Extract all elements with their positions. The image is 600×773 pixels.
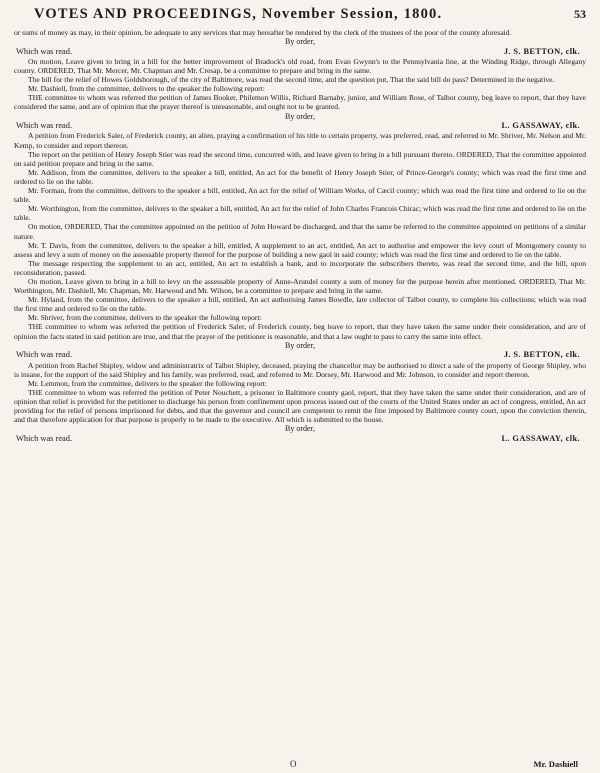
proceeding-paragraph: or sums of money as may, in their opinion, be adequate to any services that may hereafter be rendered by the clerk of the trustees of the poor of the county aforesaid. (14, 28, 512, 37)
clerk-signature: L. GASSAWAY, clk. (501, 433, 580, 443)
proceeding-paragraph: Mr. Addison, from the committee, delivers to the speaker a bill, entitled, An act for the benefit of Henry Joseph Stier, of Prince-George's county; which was read the first time and ordered to lie on the table. (14, 167, 586, 186)
by-order-line: By order, (285, 111, 315, 121)
proceeding-paragraph: Mr. Forman, from the committee, delivers to the speaker a bill, entitled, An act for the relief of William Works, of Cæcil county; which was read the first time and ordered to lie on the table. (14, 186, 586, 205)
proceeding-paragraph: THE committee to whom was referred the petition of Frederick Saler, of Frederick county, beg leave to report, that they have taken the same under their consideration, and are of opinion the facts stated in said petition are true, and that the prayer of the petitioner is reasonable, and that a law ought to pass to carry the same into effect. (14, 322, 586, 341)
reading-line (14, 350, 586, 360)
by-order-line: By order, (285, 424, 315, 434)
catchword: Mr. Dashiell (533, 759, 578, 769)
by-order-line: By order, (285, 340, 315, 350)
page-footer (0, 759, 600, 769)
clerk-signature: J. S. BETTON, clk. (503, 46, 580, 56)
reading-note: Which was read. (16, 121, 73, 131)
clerk-signature: L. GASSAWAY, clk. (501, 121, 580, 131)
proceeding-paragraph: Mr. Lemmon, from the committee, delivers to the speaker the following report: (28, 378, 267, 388)
by-order-line: By order, (285, 37, 315, 47)
proceeding-paragraph: The report on the petition of Henry Joseph Stier was read the second time, concurred with, and leave given to bring in a bill pursuant thereto. ORDERED, That the committee appointed on said petition prepare and bring in the same. (14, 149, 586, 168)
reading-line (14, 47, 586, 57)
reading-note: Which was read. (16, 350, 73, 360)
proceeding-paragraph: Mr. Dashiell, from the committee, delivers to the speaker the following report: (28, 84, 265, 94)
reading-note: Which was read. (16, 433, 73, 443)
proceeding-paragraph: THE committee to whom was referred the petition of James Booker, Philemon Willis, Richard Barnaby, junior, and William Rose, of Talbot county, beg leave to report, that they have considered the same, and are of opinion that the prayer thereof is unreasonable, and ought not to be granted. (14, 93, 586, 112)
signature-mark: O (290, 759, 297, 769)
clerk-signature: J. S. BETTON, clk. (503, 350, 580, 360)
proceeding-paragraph: A petition from Frederick Saler, of Frederick county, an alien, praying a confirmation of his title to certain property, was preferred, read, and referred to Mr. Shriver, Mr. Nelson and Mr. Kemp, to consider and report thereon. (14, 131, 586, 150)
page-number: 53 (574, 7, 586, 21)
reading-line (14, 121, 586, 131)
proceeding-paragraph: A petition from Rachel Shipley, widow and administratrix of Talbot Shipley, deceased, praying the chancellor may be authorised to direct a sale of the property of George Shipley, who is insane, for the support of the said Shipley and his family, was preferred, read, and referred to Mr. Dorsey, Mr. Harwood and Mr. Johnson, to consider and report thereon. (14, 360, 586, 379)
reading-line (14, 434, 586, 444)
proceeding-paragraph: The message respecting the supplement to an act, entitled, An act to establish a bank, and to incorporate the subscribers thereto, was read the second time, and the bill, upon reconsideration, passed. (14, 258, 586, 277)
reading-note: Which was read. (16, 46, 73, 56)
proceeding-paragraph: On motion, Leave given to bring in a bill to levy on the assessable property of Anne-Arundel county a sum of money for the purpose herein after mentioned. ORDERED, That Mr. Worthington, Mr. Dashiell, Mr. Chapman, Mr. Harwood and Mr. Wilson, be a committee to prepare and bring in the same. (14, 276, 586, 296)
proceeding-paragraph: Mr. Shriver, from the committee, delivers to the speaker the following report: (28, 313, 262, 323)
proceeding-paragraph: On motion, ORDERED, That the committee appointed on the petition of John Howard be discharged, and that the same be referred to the committee appointed on petitions of a similar nature. (14, 222, 586, 241)
proceeding-paragraph: Mr. T. Davis, from the committee, delivers to the speaker a bill, entitled, A supplement to an act, entitled, An act to authorise and empower the levy court of Montgomery county to assess and levy a sum of money on the assessable property thereof for the purpose of building a new gaol in said county; which was read the first time and ordered to lie on the table. (14, 240, 586, 259)
proceeding-paragraph: The bill for the relief of Howes Goldsborough, of the city of Baltimore, was read the second time, and the question put, That the said bill do pass? Determined in the negative. (28, 75, 555, 85)
proceeding-paragraph: Mr. Hyland, from the committee, delivers to the speaker a bill, entitled, An act authorising James Bowdle, late collector of Talbot county, to complete his collections; which was read the first time and ordered to lie on the table. (14, 295, 586, 314)
page-header (34, 6, 586, 28)
proceeding-paragraph: THE committee to whom was referred the petition of Peter Nouchett, a prisoner in Baltimore county gaol, report, that they have taken the same under their consideration, and are of opinion that relief is provided for the petitioner to discharge his person from confinement upon process issued out of the courts of the United States under an act of congress, entitled, An act providing for the relief of persons imprisoned for debts, and that the governor and council are competent to remit the fine imposed by Baltimore county court, upon the conviction therein, and that therefore application for that purpose is properly to be made to the executive. All which is submitted to the house. (14, 387, 586, 425)
page-title: VOTES AND PROCEEDINGS, November Session, 1800. (34, 6, 443, 22)
proceeding-paragraph: On motion, Leave given to bring in a bill for the better improvement of Bradock's old road, from Evan Gwynn's to the Pennsylvania line, at the Winding Ridge, through Allegany county. ORDERED, That Mr. Mercer, Mr. Chapman and Mr. Cresap, be a committee to prepare and bring in the same. (14, 57, 586, 76)
document-body (14, 28, 586, 444)
proceeding-paragraph: Mr. Worthington, from the committee, delivers to the speaker a bill, entitled, An act for the relief of John Charles Francois Chirac; which was read the first time and ordered to lie on the table. (14, 204, 586, 223)
